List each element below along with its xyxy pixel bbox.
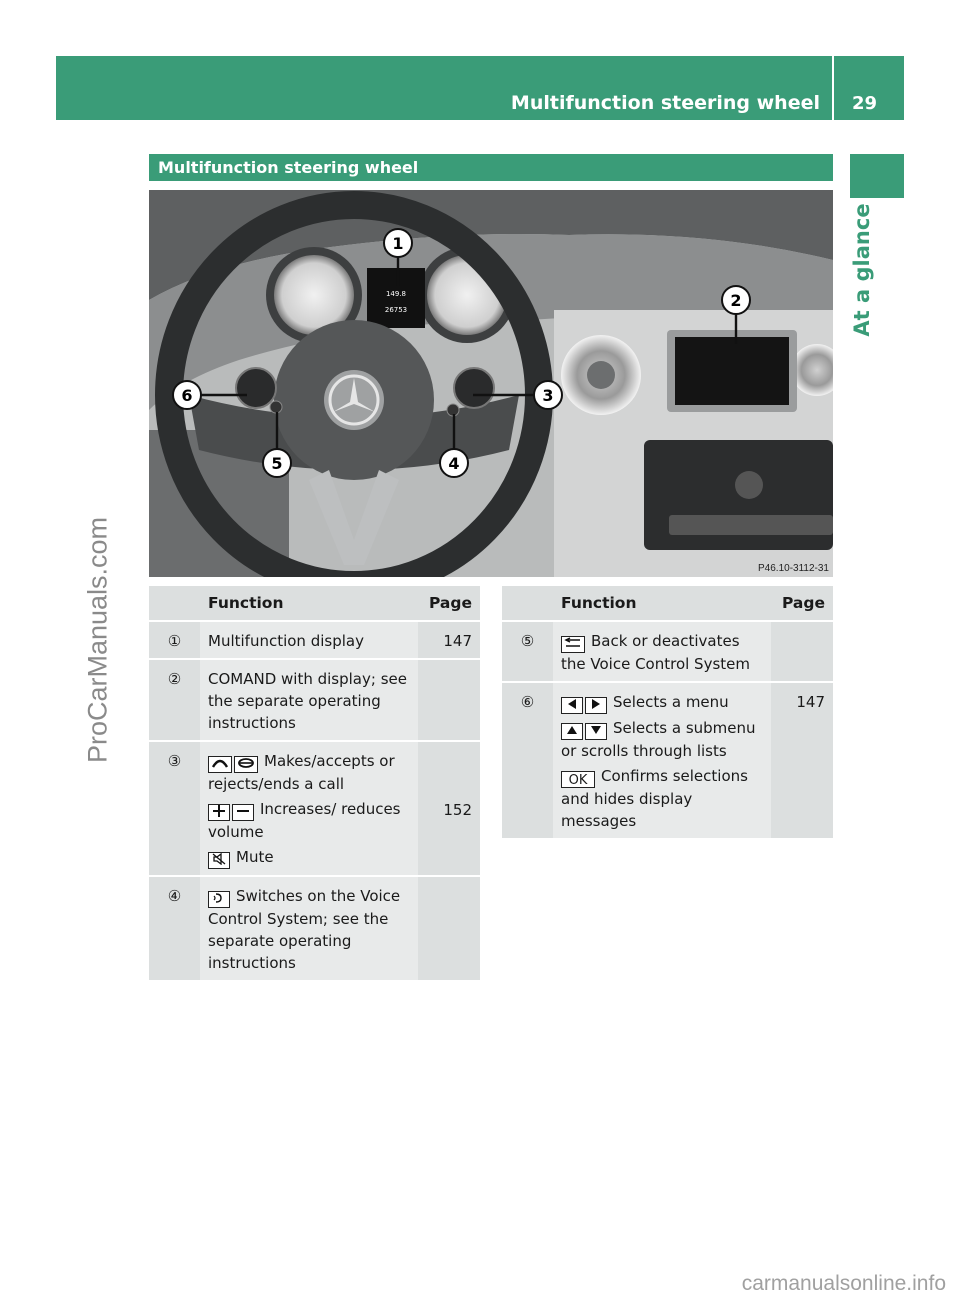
function-table-left: [149, 586, 480, 982]
table-header-row: [149, 586, 480, 621]
svg-text:1: 1: [392, 234, 404, 253]
watermark-bottom: carmanualsonline.info: [741, 1272, 946, 1295]
row-page: [418, 876, 480, 981]
arrow-left-icon: [561, 697, 583, 714]
function-line: [561, 630, 763, 675]
section-title-bar: [149, 154, 833, 181]
display-value-speed: 149.8: [385, 290, 407, 298]
header-divider: [832, 56, 834, 120]
function-line: [561, 717, 763, 762]
steering-wheel-illustration: [149, 190, 833, 577]
function-text: Makes/accepts or rejects/ends a call: [208, 752, 395, 793]
svg-text:5: 5: [271, 454, 283, 473]
voice-control-icon: [208, 891, 230, 908]
row-number: ③: [149, 741, 200, 876]
table-header-num: [502, 586, 553, 621]
section-title: Multifunction steering wheel: [158, 158, 419, 177]
table-row: [149, 741, 480, 876]
row-page: 152: [418, 741, 480, 876]
side-tab-label: At a glance: [850, 203, 874, 337]
callout-2: [722, 286, 750, 314]
row-function: [200, 621, 418, 659]
figure-reference: P46.10-3112-31: [758, 563, 829, 574]
arrow-right-icon: [585, 697, 607, 714]
header-title: Multifunction steering wheel: [510, 92, 820, 114]
callout-1: [384, 229, 412, 257]
function-line: [561, 765, 763, 832]
ok-key: OK: [561, 771, 595, 788]
svg-text:3: 3: [542, 386, 554, 405]
function-line: [561, 691, 763, 714]
plus-icon: [208, 804, 230, 821]
table-header-row: [502, 586, 833, 621]
arrow-up-icon: [561, 723, 583, 740]
page-number: 29: [852, 93, 878, 114]
row-number: ④: [149, 876, 200, 981]
function-text: Selects a submenu or scrolls through lists: [561, 719, 756, 760]
table-header-function: Function: [553, 586, 771, 621]
function-line: [208, 885, 410, 974]
table-row: [502, 621, 833, 682]
row-function: [200, 741, 418, 876]
callout-6: [173, 381, 201, 409]
svg-text:6: 6: [181, 386, 193, 405]
function-text: Confirms selections and hides display messages: [561, 767, 748, 830]
row-page: 147: [771, 682, 833, 839]
table-header-page: Page: [418, 586, 480, 621]
function-text: Increases/ reduces volume: [208, 800, 401, 841]
watermark-left: ProCarManuals.com: [82, 516, 113, 764]
row-number: ②: [149, 659, 200, 741]
arrow-down-icon: [585, 723, 607, 740]
minus-icon: [232, 804, 254, 821]
row-function: [200, 659, 418, 741]
row-function: [553, 621, 771, 682]
row-page: [418, 659, 480, 741]
function-text: Mute: [236, 848, 274, 866]
function-text: Selects a menu: [613, 693, 729, 711]
function-text: Back or deactivates the Voice Control System: [561, 632, 750, 673]
function-text: Multifunction display: [208, 632, 364, 650]
table-row: [149, 876, 480, 981]
row-number: ⑤: [502, 621, 553, 682]
table-header-page: Page: [771, 586, 833, 621]
row-number: ⑥: [502, 682, 553, 839]
table-row: [149, 659, 480, 741]
callout-5: [263, 449, 291, 477]
mute-icon: [208, 852, 230, 869]
row-number: ①: [149, 621, 200, 659]
table-header-num: [149, 586, 200, 621]
function-line: [208, 846, 410, 869]
phone-accept-icon: [208, 756, 232, 773]
header-bar: [56, 56, 904, 120]
table-row: [149, 621, 480, 659]
function-text: COMAND with display; see the separate operating instructions: [208, 670, 407, 732]
phone-end-icon: [234, 756, 258, 773]
row-page: [771, 621, 833, 682]
row-page: 147: [418, 621, 480, 659]
svg-text:4: 4: [448, 454, 460, 473]
table-row: [502, 682, 833, 839]
callout-4: [440, 449, 468, 477]
function-table-right: [502, 586, 833, 840]
function-text: Switches on the Voice Control System; see the separate operating instructions: [208, 887, 401, 972]
table-header-function: Function: [200, 586, 418, 621]
function-line: [208, 750, 410, 795]
callout-3: [534, 381, 562, 409]
row-function: [553, 682, 771, 839]
steering-wheel-figure: [149, 190, 833, 577]
display-value-odometer: 26753: [384, 306, 408, 314]
back-icon: [561, 636, 585, 653]
side-tab-marker: [850, 154, 904, 198]
row-function: [200, 876, 418, 981]
function-line: [208, 798, 410, 843]
svg-text:2: 2: [730, 291, 742, 310]
